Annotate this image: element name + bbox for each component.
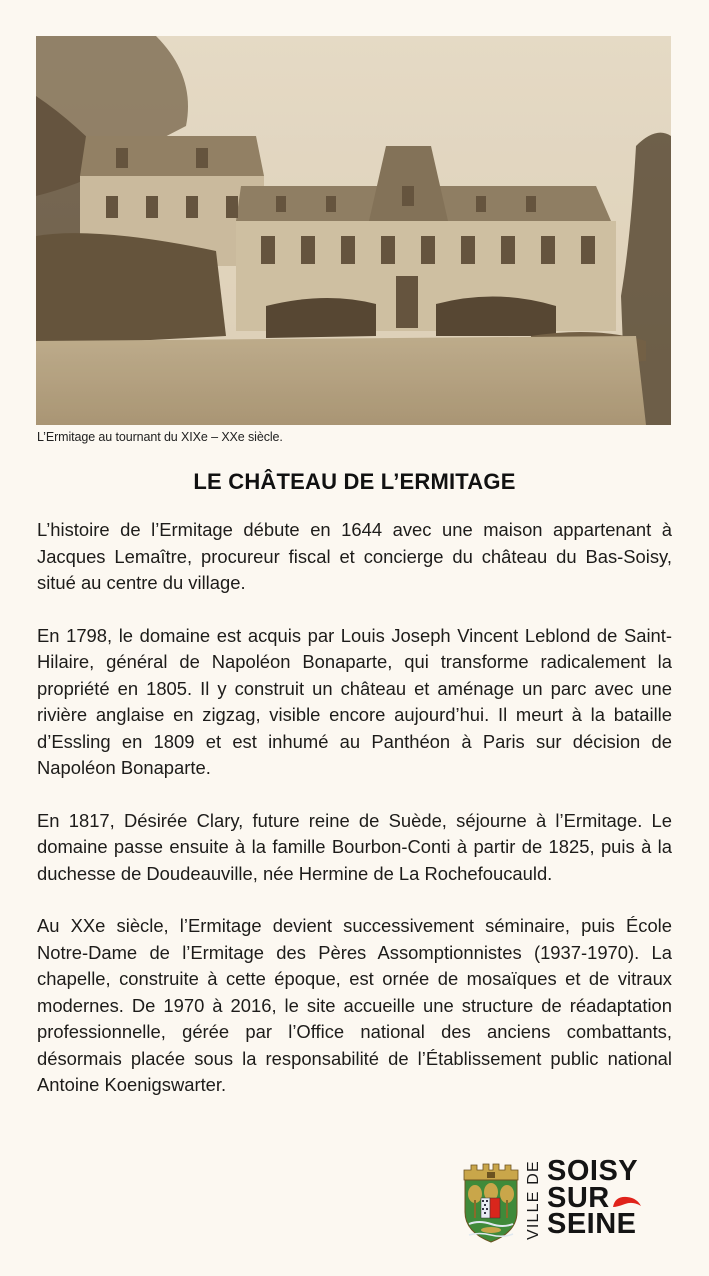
logo-line-soisy: SOISY bbox=[547, 1155, 639, 1187]
logo-line-sur: SUR bbox=[547, 1181, 610, 1214]
red-swoosh-icon bbox=[611, 1194, 643, 1210]
paragraph-clary-bourbon: En 1817, Désirée Clary, future reine de Suède, séjourne à l’Ermitage. Le domaine passe ensuite à la famille Bourbon-Conti à partir de 1825, puis à la duchesse de Doudeauville, née Hermine de La Rochefoucauld. bbox=[37, 809, 672, 884]
paragraph-origins: L’histoire de l’Ermitage débute en 1644 avec une maison appartenant à Jacques Lemaître, procureur fiscal et concierge du château du Bas-Soisy, situé au centre du village. bbox=[37, 519, 672, 593]
logo-prefix: VILLE DE bbox=[525, 1160, 542, 1240]
page-title: LE CHÂTEAU DE L’ERMITAGE bbox=[193, 469, 516, 494]
historic-photo bbox=[36, 36, 671, 425]
chateau-photo-illustration bbox=[36, 36, 671, 425]
city-logo bbox=[461, 1155, 651, 1244]
paragraph-twentieth-century: Au XXe siècle, l’Ermitage devient successivement séminaire, puis École Notre-Dame de l’Ermitage des Pères Assomptionnistes (1937-1970). La chapelle, construite à cette époque, est ornée de mosaïques et de vitraux modernes. De 1970 à 2016, le site accueille une structure de réadaptation professionnelle, gérée par l’Office national des anciens combattants, désormais placée sous la responsabilité de l’Établissement public national Antoine Koenigswarter. bbox=[37, 915, 672, 1095]
photo-caption: L’Ermitage au tournant du XIXe – XXe siècle. bbox=[37, 430, 283, 444]
paragraph-saint-hilaire: En 1798, le domaine est acquis par Louis Joseph Vincent Leblond de Saint-Hilaire, général de Napoléon Bonaparte, qui transforme radicalement la propriété en 1805. Il y construit un château et aménage un parc avec une rivière anglaise en zigzag, visible encore aujourd’hui. Il meurt à la bataille d’Essling en 1809 et est inhumé au Panthéon à Paris sur décision de Napoléon Bonaparte. bbox=[37, 624, 672, 778]
coat-of-arms-icon bbox=[461, 1162, 521, 1244]
logo-line-seine: SEINE bbox=[547, 1208, 637, 1240]
article-body bbox=[37, 517, 672, 1125]
